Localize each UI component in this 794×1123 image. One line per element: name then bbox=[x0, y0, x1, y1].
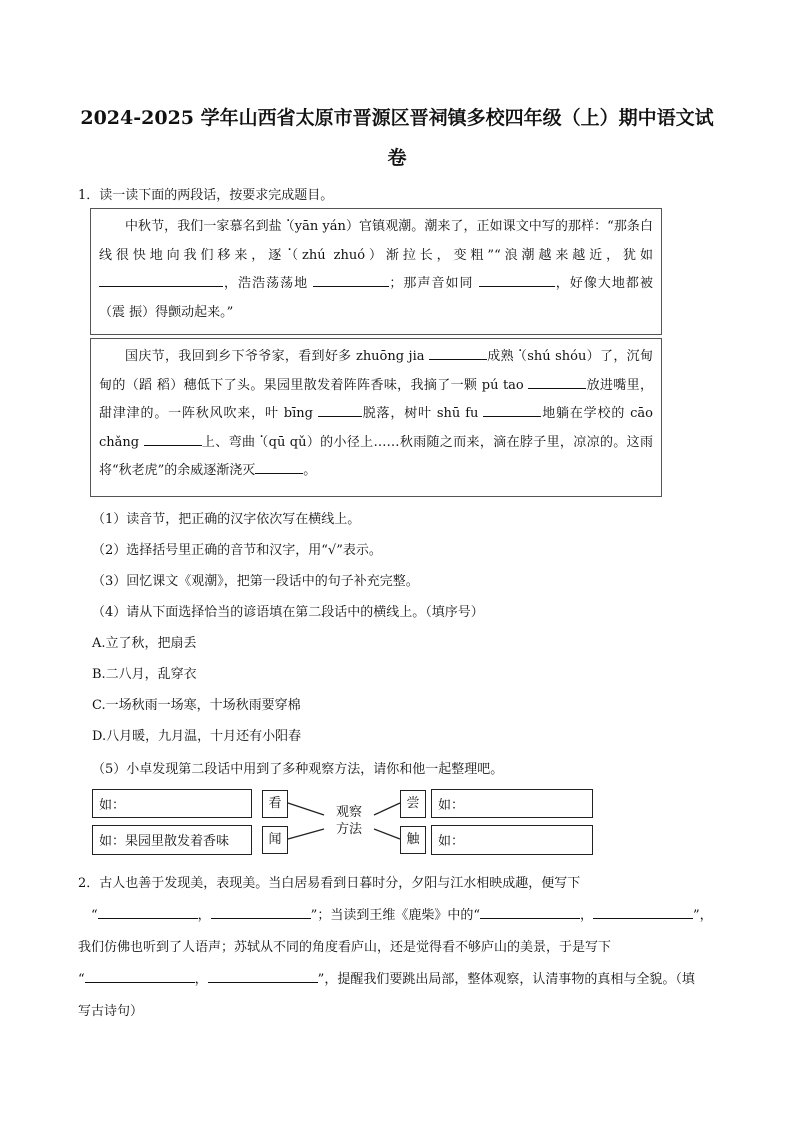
hear-label: 闻 bbox=[262, 826, 288, 854]
touch-label: 触 bbox=[400, 826, 426, 854]
answer-blank[interactable] bbox=[480, 904, 580, 919]
answer-blank[interactable] bbox=[211, 904, 311, 919]
sub-question-3: （3）回忆课文《观潮》，把第一段话中的句子补充完整。 bbox=[92, 574, 419, 589]
exam-title bbox=[0, 98, 794, 178]
passage-national-day bbox=[90, 338, 662, 497]
taste-label: 尝 bbox=[400, 790, 426, 818]
emphasized-char: 盐 bbox=[268, 219, 282, 234]
passage-mid-autumn bbox=[90, 208, 662, 335]
question-2 bbox=[78, 868, 718, 1028]
touch-example-box[interactable]: 如： bbox=[431, 825, 593, 855]
answer-blank[interactable] bbox=[144, 431, 202, 446]
title-line-1: 2024-2025 学年山西省太原市晋源区晋祠镇多校四年级（上）期中语文试 bbox=[80, 107, 714, 129]
answer-blank[interactable] bbox=[85, 968, 195, 983]
answer-blank[interactable] bbox=[98, 904, 198, 919]
emphasized-char: 逐 bbox=[268, 247, 286, 263]
passage-1-text: 中秋节，我们一家慕名到盐（yān yán）官镇观潮。潮来了，正如课文中写的那样：“那条白线很快地向我们移来，逐（zhú zhuó）渐拉长，变粗”“浪潮越来越近，犹如 ，浩浩荡荡地 ；那声音如同 ，好像大地都被 （震 振）得颤动起来。” bbox=[99, 219, 653, 320]
sub-question-1: （1）读音节，把正确的汉字依次写在横线上。 bbox=[92, 512, 361, 527]
look-example-box[interactable]: 如： bbox=[92, 789, 252, 818]
look-label: 看 bbox=[262, 790, 288, 818]
smell-example-box: 如：果园里散发着香味 bbox=[92, 825, 252, 855]
answer-blank[interactable] bbox=[429, 345, 487, 360]
sub-question-2: （2）选择括号里正确的音节和汉字，用“√”表示。 bbox=[92, 543, 382, 558]
answer-blank[interactable] bbox=[313, 272, 389, 287]
emphasized-char: 曲 bbox=[241, 434, 256, 450]
option-c: C.一场秋雨一场寒，十场秋雨要穿棉 bbox=[92, 698, 301, 713]
option-a: A.立了秋，把扇丢 bbox=[92, 636, 197, 651]
q2-line-3: 我们仿佛也听到了人语声；苏轼从不同的角度看庐山，还是觉得看不够庐山的美景，于是写下 bbox=[78, 940, 612, 955]
sub-question-4: （4）请从下面选择恰当的谚语填在第二段话中的横线上。（填序号） bbox=[92, 605, 484, 620]
answer-blank[interactable] bbox=[483, 402, 541, 417]
sub-question-5: （5）小卓发现第二段话中用到了多种观察方法，请你和他一起整理吧。 bbox=[92, 762, 504, 777]
answer-blank[interactable] bbox=[318, 402, 362, 417]
emphasized-char: 熟 bbox=[500, 349, 514, 364]
answer-blank[interactable] bbox=[208, 968, 318, 983]
answer-blank[interactable] bbox=[479, 272, 555, 287]
question-1-header: 1．读一读下面的两段话，按要求完成题目。 bbox=[78, 188, 334, 203]
passage-2-text: 国庆节，我回到乡下爷爷家，看到好多 zhuōng jia 成熟（shú shóu）了，沉甸甸的（蹈 稻）穗低下了头。果园里散发着阵阵香味，我摘了一颗 pú tao 放进嘴里，甜津津的。一阵秋风吹来，叶 bīng 脱落，树叶 shū fu 地躺在学校的 cāo chǎng 上、弯曲（qū qǔ）的小径上……秋雨随之而来，滴在脖子里，凉凉的。这雨将“秋老虎”的余威逐渐浇灭 。 bbox=[91, 339, 661, 486]
observation-methods-label: 观察 方法 bbox=[335, 805, 362, 837]
answer-blank[interactable] bbox=[528, 374, 586, 389]
q2-line-5: 写古诗句） bbox=[78, 1004, 144, 1019]
option-b: B.二八月，乱穿衣 bbox=[92, 667, 197, 682]
answer-blank[interactable] bbox=[593, 904, 693, 919]
taste-example-box[interactable]: 如： bbox=[431, 789, 593, 818]
observation-methods-diagram bbox=[92, 787, 594, 857]
q2-line-2: “ ， ”；当读到王维《鹿柴》中的“ ， ”， bbox=[78, 900, 718, 932]
title-line-2: 卷 bbox=[387, 147, 407, 169]
q2-line-1: 2．古人也善于发现美，表现美。当白居易看到日暮时分，夕阳与江水相映成趣，便写下 bbox=[78, 876, 581, 891]
q2-line-4: “ ， ”，提醒我们要跳出局部，整体观察，认清事物的真相与全貌。（填 bbox=[78, 964, 718, 996]
answer-blank[interactable] bbox=[99, 272, 223, 287]
answer-blank[interactable] bbox=[255, 459, 303, 474]
option-d: D.八月暖，九月温，十月还有小阳春 bbox=[92, 729, 302, 744]
